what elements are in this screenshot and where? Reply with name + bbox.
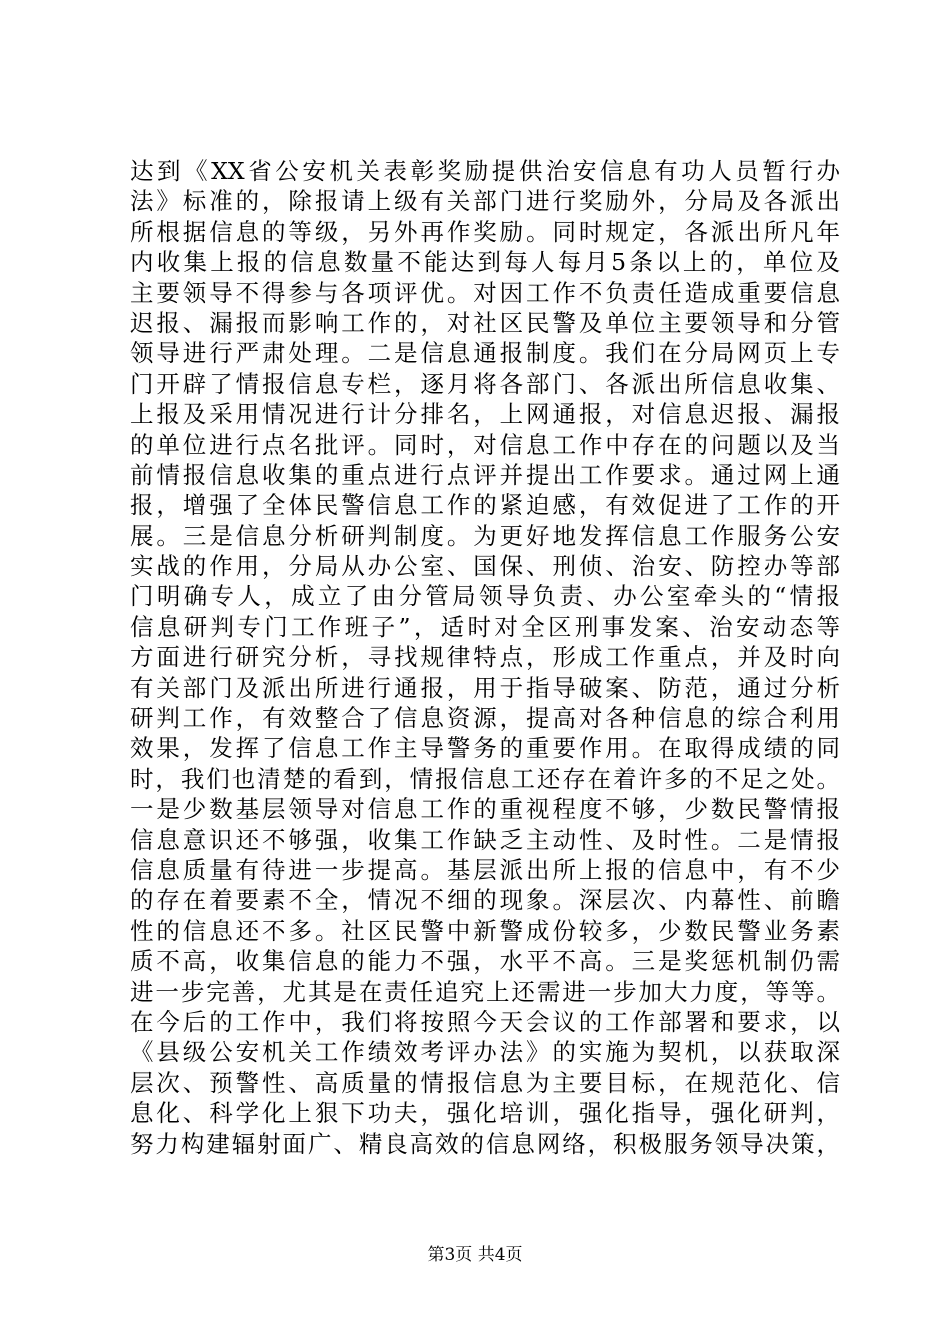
text-line: 效果，发挥了信息工作主导警务的重要作用。在取得成绩的同 — [130, 734, 840, 763]
text-line: 信息质量有待进一步提高。基层派出所上报的信息中，有不少 — [130, 855, 840, 884]
text-line: 信息意识还不够强，收集工作缺乏主动性、及时性。二是情报 — [130, 825, 840, 854]
text-line: 法》标准的，除报请上级有关部门进行奖励外，分局及各派出 — [130, 187, 840, 216]
text-line: 门开辟了情报信息专栏，逐月将各部门、各派出所信息收集、 — [130, 369, 840, 398]
text-line: 实战的作用，分局从办公室、国保、刑侦、治安、防控办等部 — [130, 552, 840, 581]
text-line: 层次、预警性、高质量的情报信息为主要目标，在规范化、信 — [130, 1068, 840, 1097]
text-line: 时，我们也清楚的看到，情报信息工还存在着许多的不足之处。 — [130, 764, 840, 793]
text-line: 报，增强了全体民警信息工作的紧迫感，有效促进了工作的开 — [130, 491, 840, 520]
text-line: 上报及采用情况进行计分排名，上网通报，对信息迟报、漏报 — [130, 400, 840, 429]
document-body — [130, 156, 840, 1159]
text-line: 主要领导不得参与各项评优。对因工作不负责任造成重要信息 — [130, 278, 840, 307]
text-line: 内收集上报的信息数量不能达到每人每月5条以上的，单位及 — [130, 248, 840, 277]
text-line: 展。三是信息分析研判制度。为更好地发挥信息工作服务公安 — [130, 521, 840, 550]
page-number-footer: 第3页 共4页 — [427, 1245, 523, 1265]
text-line: 在今后的工作中，我们将按照今天会议的工作部署和要求，以 — [130, 1007, 840, 1036]
text-line: 所根据信息的等级，另外再作奖励。同时规定，各派出所凡年 — [130, 217, 840, 246]
text-line: 前情报信息收集的重点进行点评并提出工作要求。通过网上通 — [130, 460, 840, 489]
text-line: 努力构建辐射面广、精良高效的信息网络，积极服务领导决策， — [130, 1129, 840, 1158]
text-line: 门明确专人，成立了由分管局领导负责、办公室牵头的“情报 — [130, 582, 840, 611]
text-line: 迟报、漏报而影响工作的，对社区民警及单位主要领导和分管 — [130, 308, 840, 337]
text-line: 信息研判专门工作班子”，适时对全区刑事发案、治安动态等 — [130, 612, 840, 641]
text-line: 的存在着要素不全，情况不细的现象。深层次、内幕性、前瞻 — [130, 886, 840, 915]
text-line: 一是少数基层领导对信息工作的重视程度不够，少数民警情报 — [130, 795, 840, 824]
text-line: 息化、科学化上狠下功夫，强化培训，强化指导，强化研判， — [130, 1099, 840, 1128]
text-line: 研判工作，有效整合了信息资源，提高对各种信息的综合利用 — [130, 704, 840, 733]
text-line: 《县级公安机关工作绩效考评办法》的实施为契机，以获取深 — [130, 1038, 840, 1067]
text-line: 进一步完善，尤其是在责任追究上还需进一步加大力度，等等。 — [130, 977, 840, 1006]
text-line: 领导进行严肃处理。二是信息通报制度。我们在分局网页上专 — [130, 339, 840, 368]
text-line: 质不高，收集信息的能力不强，水平不高。三是奖惩机制仍需 — [130, 947, 840, 976]
text-line: 方面进行研究分析，寻找规律特点，形成工作重点，并及时向 — [130, 643, 840, 672]
text-line: 的单位进行点名批评。同时，对信息工作中存在的问题以及当 — [130, 430, 840, 459]
text-line: 有关部门及派出所进行通报，用于指导破案、防范，通过分析 — [130, 673, 840, 702]
text-line: 达到《XX省公安机关表彰奖励提供治安信息有功人员暂行办 — [130, 157, 840, 185]
text-line: 性的信息还不多。社区民警中新警成份较多，少数民警业务素 — [130, 916, 840, 945]
